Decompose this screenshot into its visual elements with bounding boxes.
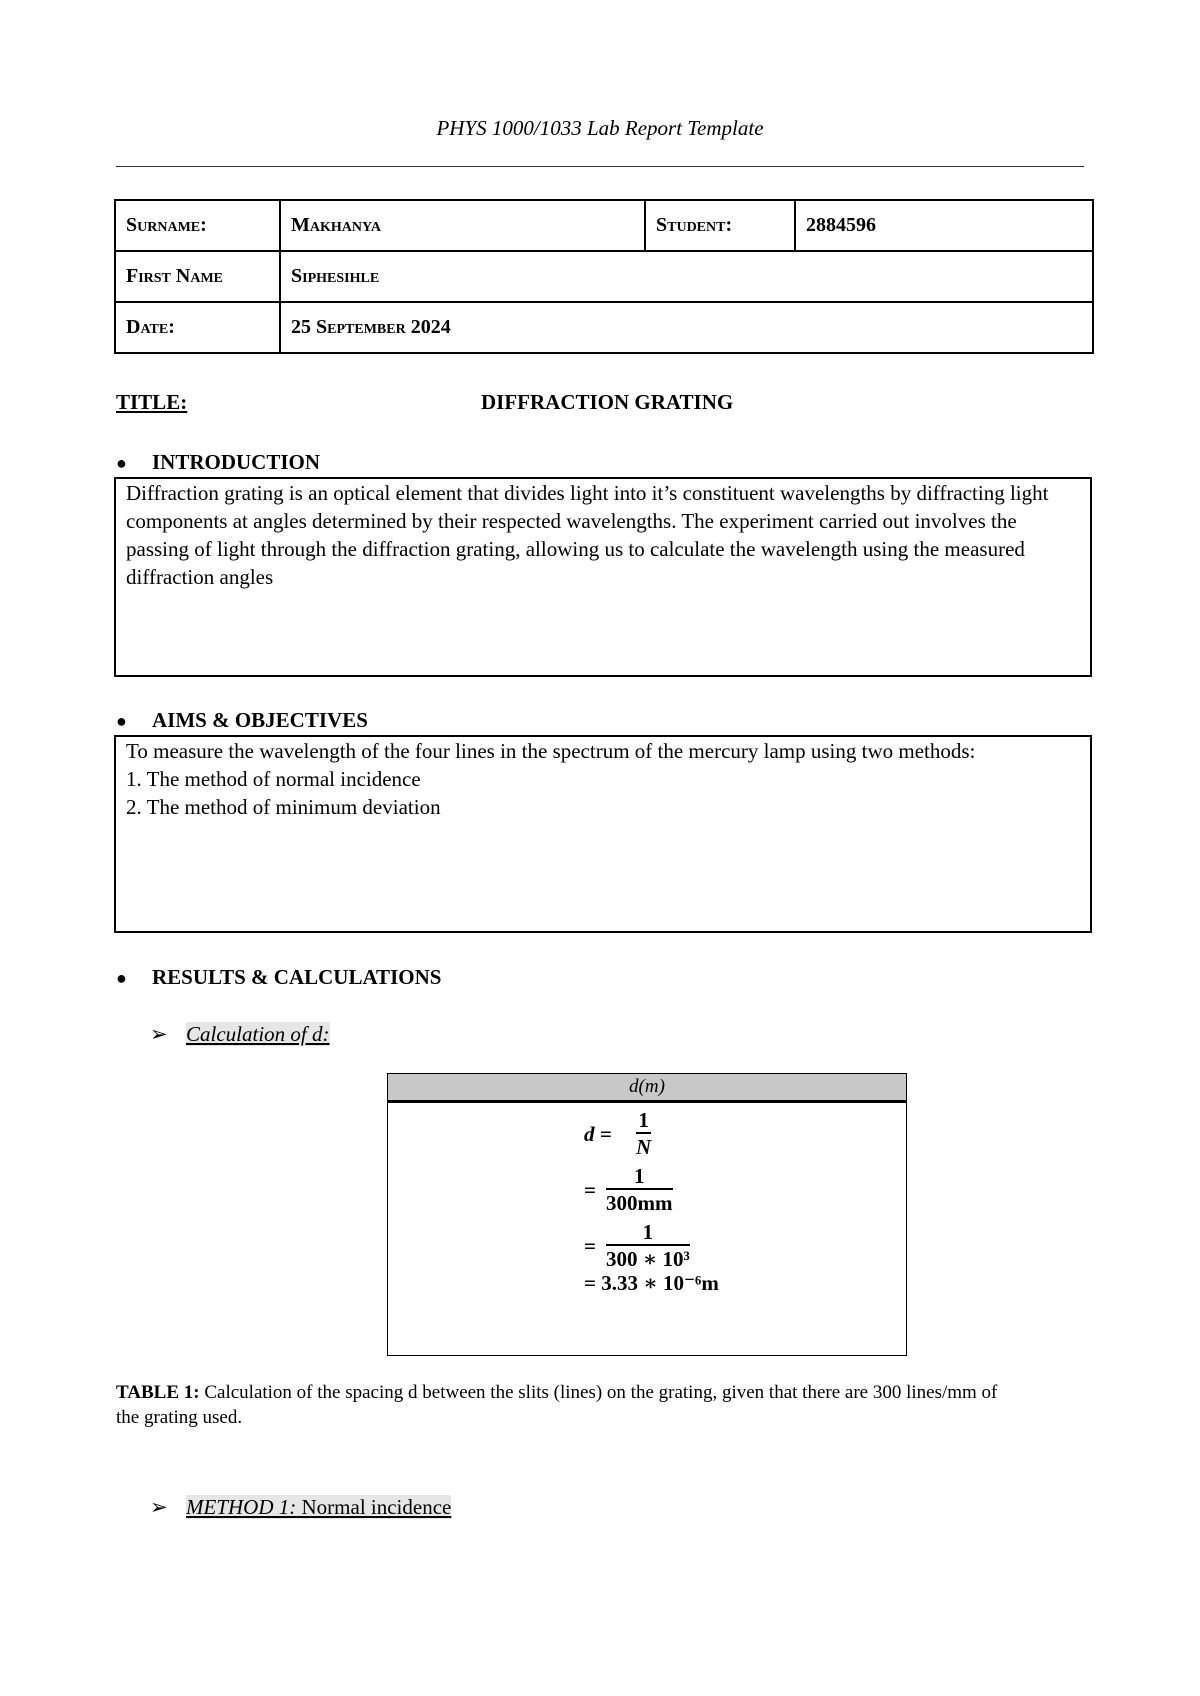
firstname-label: First Name: [115, 251, 280, 302]
caption-text: Calculation of the spacing d between the slits (lines) on the grating, given that there are 300 lines/mm of the grating used.: [116, 1382, 998, 1428]
section-heading-text: RESULTS & CALCULATIONS: [152, 965, 442, 989]
student-label: Student:: [645, 200, 795, 251]
introduction-heading: [116, 450, 320, 475]
calculation-subheading: [150, 1022, 330, 1047]
equals-sign: =: [584, 1178, 596, 1202]
method1-subheading: [150, 1495, 451, 1520]
fraction-numerator: 1: [606, 1164, 673, 1190]
introduction-text: Diffraction grating is an optical element that divides light into it’s constituent wavelengths by diffracting light components at angles determined by their respected wavelengths. The experiment carried out involves the passing of light through the diffraction grating, allowing us to calculate the wavelength using the measured diffraction angles: [126, 481, 1049, 589]
method1-label: METHOD 1:: [186, 1495, 297, 1519]
table-row: [115, 302, 1093, 353]
introduction-box: [114, 477, 1092, 677]
bullet-icon: ●: [116, 968, 127, 988]
calculation-table: [387, 1073, 907, 1356]
header-rule: [116, 166, 1084, 167]
section-heading-text: INTRODUCTION: [152, 450, 321, 474]
surname-value: Makhanya: [280, 200, 645, 251]
equation-lhs: d =: [584, 1122, 612, 1146]
subheading-text: Calculation of d:: [186, 1022, 330, 1046]
aims-box: [114, 735, 1092, 933]
page-header: PHYS 1000/1033 Lab Report Template: [436, 116, 764, 140]
fraction: [606, 1164, 673, 1216]
title-label: TITLE:: [116, 390, 188, 414]
table-row: [115, 200, 1093, 251]
fraction-numerator: 1: [636, 1108, 651, 1134]
date-value: 25 September 2024: [280, 302, 1093, 353]
fraction-denominator: N: [636, 1135, 652, 1159]
equation-row: [584, 1164, 719, 1220]
equation-row: [584, 1108, 719, 1164]
calculation-table-header: d(m): [388, 1074, 906, 1103]
equation-block: [584, 1108, 719, 1302]
equals-sign: =: [584, 1234, 596, 1258]
method1-text: Normal incidence: [301, 1495, 452, 1519]
section-heading-text: AIMS & OBJECTIVES: [152, 708, 368, 732]
aims-line: 1. The method of normal incidence: [126, 767, 421, 791]
equation-row: [584, 1220, 719, 1276]
student-value: 2884596: [795, 200, 1093, 251]
firstname-value: Siphesihle: [280, 251, 1093, 302]
fraction: [606, 1220, 690, 1272]
arrow-bullet-icon: ➢: [150, 1022, 168, 1046]
date-label: Date:: [115, 302, 280, 353]
table-row: [115, 251, 1093, 302]
equation-result: = 3.33 ∗ 10⁻⁶m: [584, 1271, 719, 1295]
title-value: DIFFRACTION GRATING: [481, 390, 734, 414]
arrow-bullet-icon: ➢: [150, 1495, 168, 1519]
bullet-icon: ●: [116, 711, 127, 731]
results-heading: [116, 965, 441, 990]
fraction-denominator: 300 ∗ 10³: [606, 1247, 690, 1271]
bullet-icon: ●: [116, 453, 127, 473]
fraction: [636, 1108, 651, 1160]
aims-heading: [116, 708, 368, 733]
aims-line: 2. The method of minimum deviation: [126, 795, 441, 819]
caption-label: TABLE 1:: [116, 1382, 200, 1403]
fraction-denominator: 300mm: [606, 1191, 673, 1215]
aims-line: To measure the wavelength of the four lines in the spectrum of the mercury lamp using two methods:: [126, 739, 976, 763]
surname-label: Surname:: [115, 200, 280, 251]
table-caption: [116, 1380, 1016, 1430]
student-info-table: [114, 199, 1094, 354]
fraction-numerator: 1: [606, 1220, 690, 1246]
